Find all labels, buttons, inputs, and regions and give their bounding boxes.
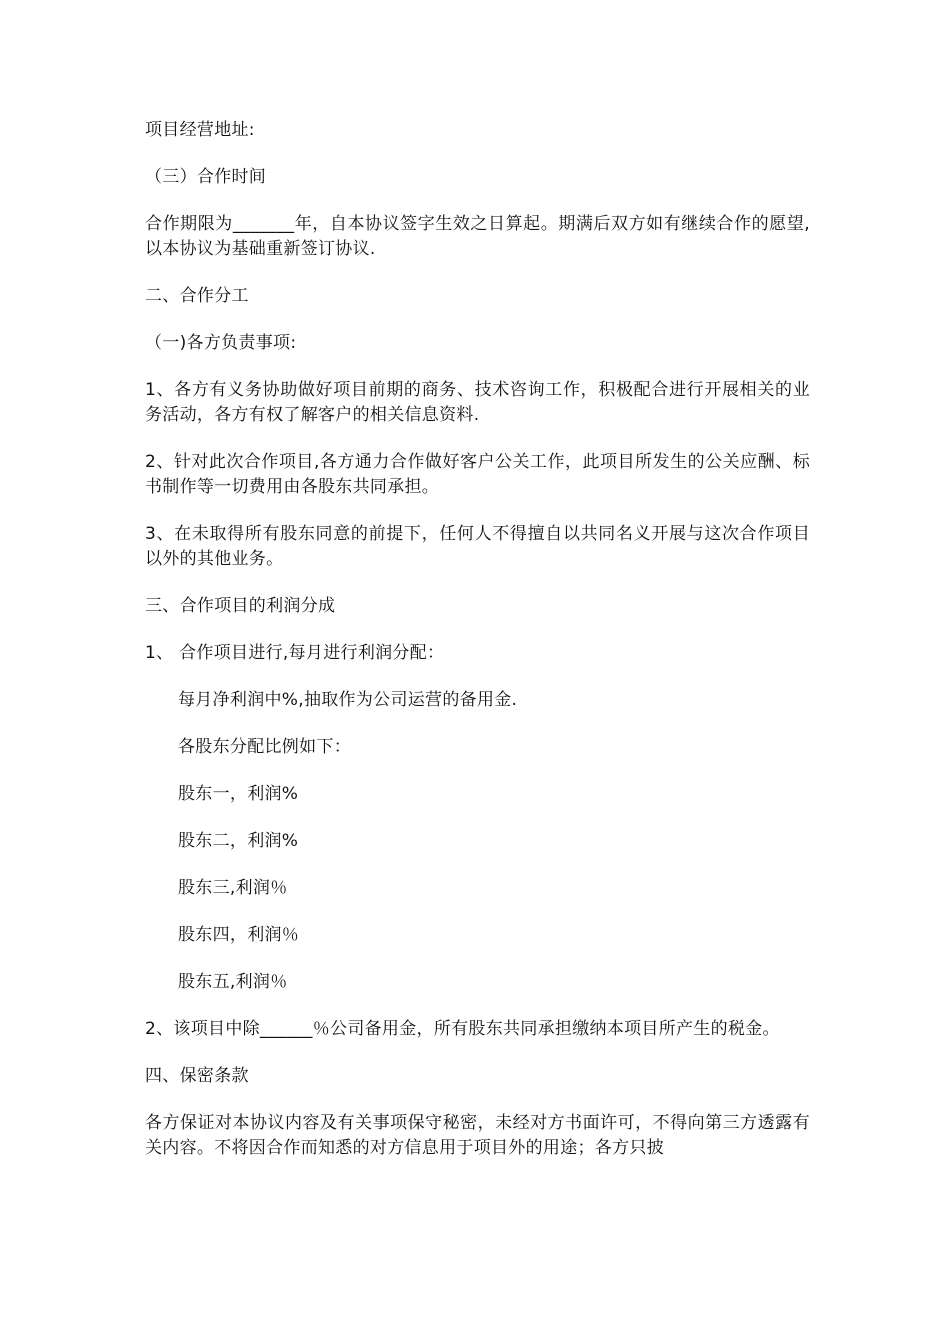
shareholder-4-profit: 股东四，利润％ — [178, 925, 300, 945]
section-heading-division-of-work: 二、合作分工 — [145, 286, 249, 306]
responsibility-item-3: 3、在未取得所有股东同意的前提下，任何人不得擅自以共同名义开展与这次合作项目以外的其他业务。 — [145, 524, 810, 569]
shareholder-2-profit: 股东二，利润% — [178, 831, 299, 851]
reserve-fund-line: 每月净利润中%,抽取作为公司运营的备用金. — [178, 690, 518, 710]
cooperation-term-paragraph: 合作期限为_______年，自本协议签字生效之日算起。期满后双方如有继续合作的愿望,以本协议为基础重新签订协议. — [145, 214, 810, 259]
section-heading-cooperation-time: （三）合作时间 — [145, 167, 267, 187]
responsibility-item-1: 1、各方有义务协助做好项目前期的商务、技术咨询工作，积极配合进行开展相关的业务活动，各方有权了解客户的相关信息资料. — [145, 380, 810, 425]
section-heading-profit-sharing: 三、合作项目的利润分成 — [145, 596, 336, 616]
profit-item-2: 2、该项目中除______％公司备用金，所有股东共同承担缴纳本项目所产生的税金。 — [145, 1019, 780, 1039]
subsection-heading-responsibilities: （一)各方负责事项: — [145, 333, 297, 353]
shareholder-5-profit: 股东五,利润％ — [178, 972, 288, 992]
document-body — [145, 118, 810, 1161]
shareholder-3-profit: 股东三,利润％ — [178, 878, 288, 898]
responsibility-item-2: 2、针对此次合作项目,各方通力合作做好客户公关工作，此项目所发生的公关应酬、标书制作等一切费用由各股东共同承担。 — [145, 452, 810, 497]
section-heading-confidentiality: 四、保密条款 — [145, 1066, 249, 1086]
confidentiality-paragraph: 各方保证对本协议内容及有关事项保守秘密，未经对方书面许可，不得向第三方透露有关内容。不将因合作而知悉的对方信息用于项目外的用途；各方只披 — [145, 1113, 810, 1158]
profit-item-1: 1、 合作项目进行,每月进行利润分配： — [145, 643, 445, 663]
project-address-line: 项目经营地址: — [145, 120, 255, 140]
shareholder-1-profit: 股东一，利润% — [178, 784, 299, 804]
shareholder-ratio-intro: 各股东分配比例如下： — [178, 737, 351, 757]
